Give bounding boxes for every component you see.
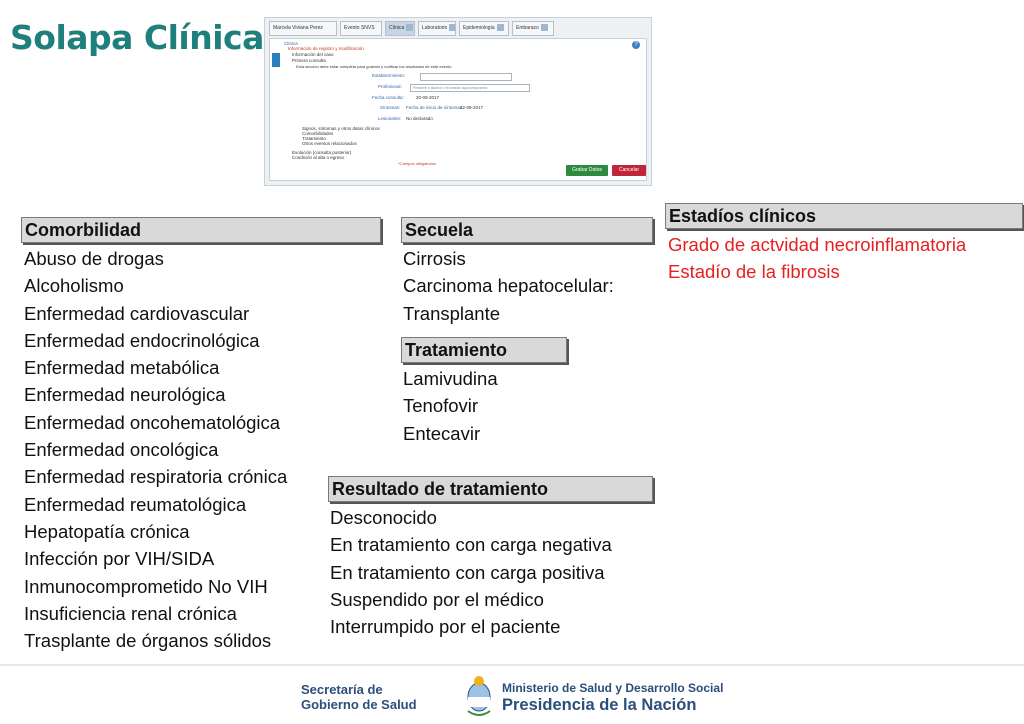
- resultado-header: Resultado de tratamiento: [328, 476, 653, 502]
- secuela-item: Transplante: [403, 302, 501, 324]
- section-otros-eventos[interactable]: Otros eventos relacionados: [302, 141, 357, 146]
- section-evolucion[interactable]: Evolución (consulta posterior): [292, 150, 352, 155]
- save-button[interactable]: Grabar Datos: [566, 165, 608, 176]
- comorbilidad-item: Enfermedad metabólica: [24, 357, 220, 379]
- tratamiento-list: [403, 365, 498, 447]
- section-registro[interactable]: Información de registro y modificación: [288, 46, 364, 51]
- comorbilidad-item: Insuficiencia renal crónica: [24, 602, 237, 624]
- establecimiento-label: Establecimiento:: [372, 73, 406, 78]
- profesional-label: Profesional:: [378, 84, 402, 89]
- comorbilidad-item: Enfermedad cardiovascular: [24, 302, 250, 324]
- lesionante-label: Lesionante:: [378, 116, 402, 121]
- estadios-item: Grado de actvidad necroinflamatoria: [668, 234, 967, 255]
- comorbilidad-item: Inmunocomprometido No VIH: [24, 575, 268, 597]
- tratamiento-item: Tenofovir: [403, 395, 479, 417]
- estadios-item: Estadío de la fibrosis: [668, 261, 840, 283]
- section-primera-consulta[interactable]: Primera consulta: [292, 58, 326, 63]
- fecha-consulta-value[interactable]: 20-09-2017: [416, 95, 440, 100]
- fecha-inicio-label: Fecha de inicio de síntomas:: [406, 105, 464, 110]
- secuela-item: Cirrosis: [403, 248, 466, 269]
- resultado-item: Suspendido por el médico: [330, 588, 544, 610]
- establecimiento-field[interactable]: [420, 73, 512, 81]
- resultado-item: En tratamiento con carga positiva: [330, 561, 605, 583]
- secuela-list: [403, 245, 614, 327]
- required-note: *Campos obligatorios: [398, 161, 437, 166]
- ministerio-logo: Ministerio de Salud y Desarrollo Social Presidencia de la Nación: [502, 681, 724, 714]
- clinica-tab-screenshot: [264, 17, 652, 186]
- resultado-list: [330, 504, 612, 640]
- comorbilidad-list: [24, 245, 287, 654]
- sintomas-label: Síntomas:: [380, 105, 401, 110]
- cancel-button[interactable]: Cancelar: [612, 165, 646, 176]
- page-title: Solapa Clínica: [10, 18, 264, 57]
- tratamiento-item: Entecavir: [403, 422, 481, 444]
- help-icon[interactable]: ?: [632, 41, 640, 49]
- national-crest-icon: [464, 673, 494, 717]
- estadios-list: [668, 231, 966, 286]
- fecha-consulta-label: Fecha consulta:: [372, 95, 404, 100]
- clinica-form-panel: [269, 38, 647, 181]
- flask-icon: [449, 24, 456, 31]
- tab-evento-snvs[interactable]: Evento SNVS: [340, 21, 382, 36]
- comorbilidad-item: Enfermedad endocrinológica: [24, 329, 260, 351]
- tab-epidemiologia[interactable]: Epidemiología: [459, 21, 509, 36]
- section-comorbilidades[interactable]: Comorbilidades: [302, 131, 334, 136]
- estadios-header: Estadíos clínicos: [665, 203, 1023, 229]
- comorbilidad-item: Enfermedad respiratoria crónica: [24, 466, 288, 488]
- tratamiento-header: Tratamiento: [401, 337, 567, 363]
- tab-embarazo[interactable]: Embarazo: [512, 21, 554, 36]
- screenshot-tab-bar: [269, 21, 647, 36]
- comorbilidad-header: Comorbilidad: [21, 217, 381, 243]
- comorbilidad-item: Alcoholismo: [24, 275, 124, 297]
- section-signos[interactable]: Signos, síntomas y otros datos clínicos: [302, 126, 380, 131]
- comorbilidad-item: Infección por VIH/SIDA: [24, 548, 215, 570]
- secretaria-logo: Secretaría de Gobierno de Salud: [301, 682, 417, 712]
- comorbilidad-item: Hepatopatía crónica: [24, 520, 190, 542]
- side-marker: [272, 53, 280, 67]
- section-info-caso[interactable]: Información del caso: [292, 52, 334, 57]
- resultado-item: Interrumpido por el paciente: [330, 616, 561, 638]
- person-icon: [541, 24, 548, 31]
- secuela-item: Carcinoma hepatocelular:: [403, 275, 614, 297]
- resultado-item: En tratamiento con carga negativa: [330, 534, 612, 556]
- tab-laboratorio[interactable]: Laboratorio: [418, 21, 456, 36]
- comorbilidad-item: Trasplante de órganos sólidos: [24, 630, 272, 652]
- tab-clinica[interactable]: Clínica: [385, 21, 415, 36]
- form-notice: Esta sección debe estar completa para guardar y notificar los resultados de este evento: [296, 64, 452, 69]
- footer-divider: [0, 664, 1024, 666]
- tratamiento-item: Lamivudina: [403, 368, 498, 389]
- comorbilidad-item: Enfermedad oncológica: [24, 439, 219, 461]
- magnifier-icon: [497, 24, 504, 31]
- form-heading: Clínica: [284, 41, 298, 46]
- fecha-inicio-value[interactable]: 22-09-2017: [460, 105, 484, 110]
- section-condicion-alta[interactable]: Condición al alta o egreso: [292, 155, 345, 160]
- lesionante-value[interactable]: No declarado: [406, 116, 433, 121]
- clipboard-icon: [406, 24, 413, 31]
- comorbilidad-item: Abuso de drogas: [24, 248, 164, 269]
- secuela-header: Secuela: [401, 217, 653, 243]
- comorbilidad-item: Enfermedad reumatológica: [24, 493, 247, 515]
- comorbilidad-item: Enfermedad neurológica: [24, 384, 226, 406]
- profesional-input[interactable]: Presione a alcohol o el creador apocomporarios: [410, 84, 530, 92]
- resultado-item: Desconocido: [330, 507, 437, 528]
- comorbilidad-item: Enfermedad oncohematológica: [24, 411, 281, 433]
- tab-patient[interactable]: Marcela Viviana Perez: [269, 21, 337, 36]
- section-tratamiento[interactable]: Tratamiento: [302, 136, 326, 141]
